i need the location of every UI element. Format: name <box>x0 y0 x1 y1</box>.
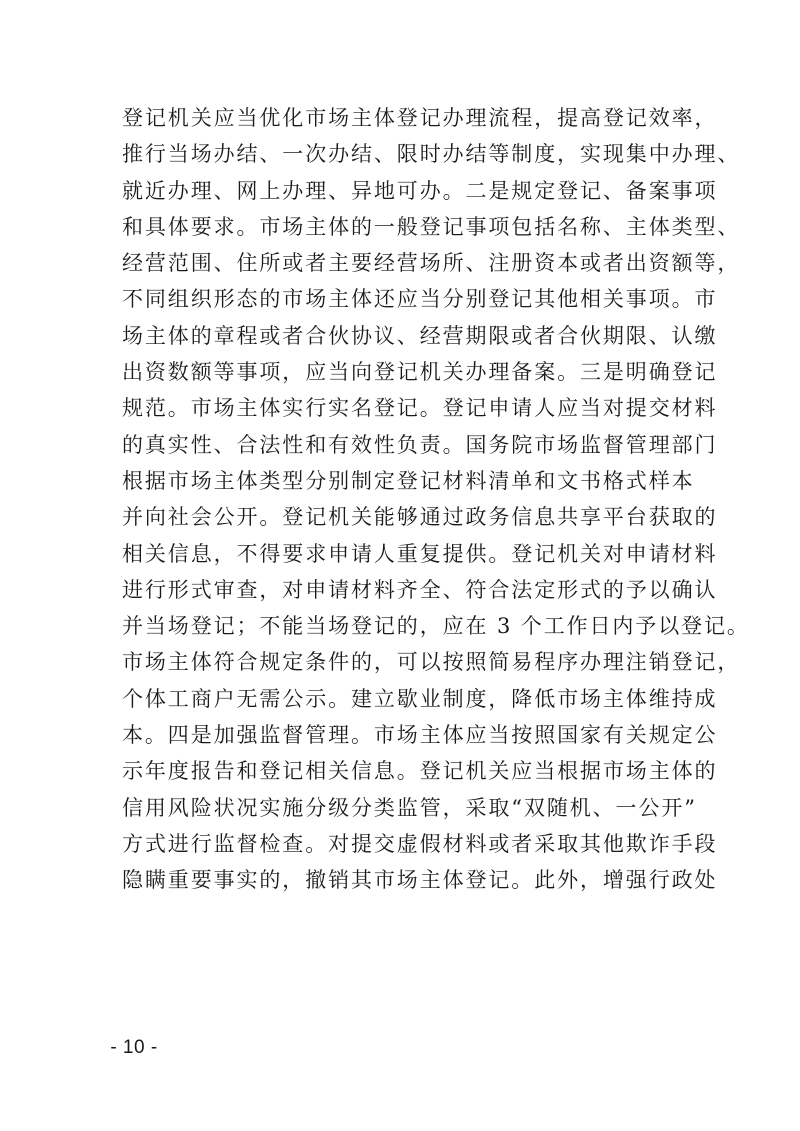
text-line: 示年度报告和登记相关信息。登记机关应当根据市场主体的 <box>122 759 718 784</box>
text-line: 信用风险状况实施分级分类监管，采取“双随机、一公开” <box>122 795 697 820</box>
text-line: 进行形式审查，对申请材料齐全、符合法定形式的予以确认 <box>122 577 718 602</box>
text-line: 规范。市场主体实行实名登记。登记申请人应当对提交材料 <box>122 396 718 421</box>
text-line: 登记机关应当优化市场主体登记办理流程，提高登记效率， <box>122 106 718 130</box>
text-line: 市场主体符合规定条件的，可以按照简易程序办理注销登记， <box>122 650 741 675</box>
text-line: 并当场登记；不能当场登记的，应在 3 个工作日内予以登记。 <box>122 614 750 639</box>
text-line: 不同组织形态的市场主体还应当分别登记其他相关事项。市 <box>122 287 718 312</box>
text-line: 并向社会公开。登记机关能够通过政务信息共享平台获取的 <box>122 505 718 530</box>
text-line: 的真实性、合法性和有效性负责。国务院市场监督管理部门 <box>122 432 718 457</box>
text-line: 和具体要求。市场主体的一般登记事项包括名称、主体类型、 <box>122 214 741 239</box>
text-line: 方式进行监督检查。对提交虚假材料或者采取其他欺诈手段 <box>122 831 718 856</box>
text-line: 相关信息，不得要求申请人重复提供。登记机关对申请材料 <box>122 541 718 566</box>
page-number: - 10 - <box>110 1037 158 1058</box>
body-text <box>122 100 750 899</box>
text-line: 根据市场主体类型分别制定登记材料清单和文书格式样本 <box>122 468 695 493</box>
text-line: 经营范围、住所或者主要经营场所、注册资本或者出资额等， <box>122 251 741 276</box>
text-line: 就近办理、网上办理、异地可办。二是规定登记、备案事项 <box>122 178 718 203</box>
text-line: 推行当场办结、一次办结、限时办结等制度，实现集中办理、 <box>122 142 741 167</box>
text-line: 隐瞒重要事实的，撤销其市场主体登记。此外，增强行政处 <box>122 868 718 893</box>
text-line: 场主体的章程或者合伙协议、经营期限或者合伙期限、认缴 <box>122 323 718 348</box>
text-line: 出资数额等事项，应当向登记机关办理备案。三是明确登记 <box>122 360 718 385</box>
text-line: 个体工商户无需公示。建立歇业制度，降低市场主体维持成 <box>122 686 718 711</box>
text-line: 本。四是加强监督管理。市场主体应当按照国家有关规定公 <box>122 723 718 748</box>
